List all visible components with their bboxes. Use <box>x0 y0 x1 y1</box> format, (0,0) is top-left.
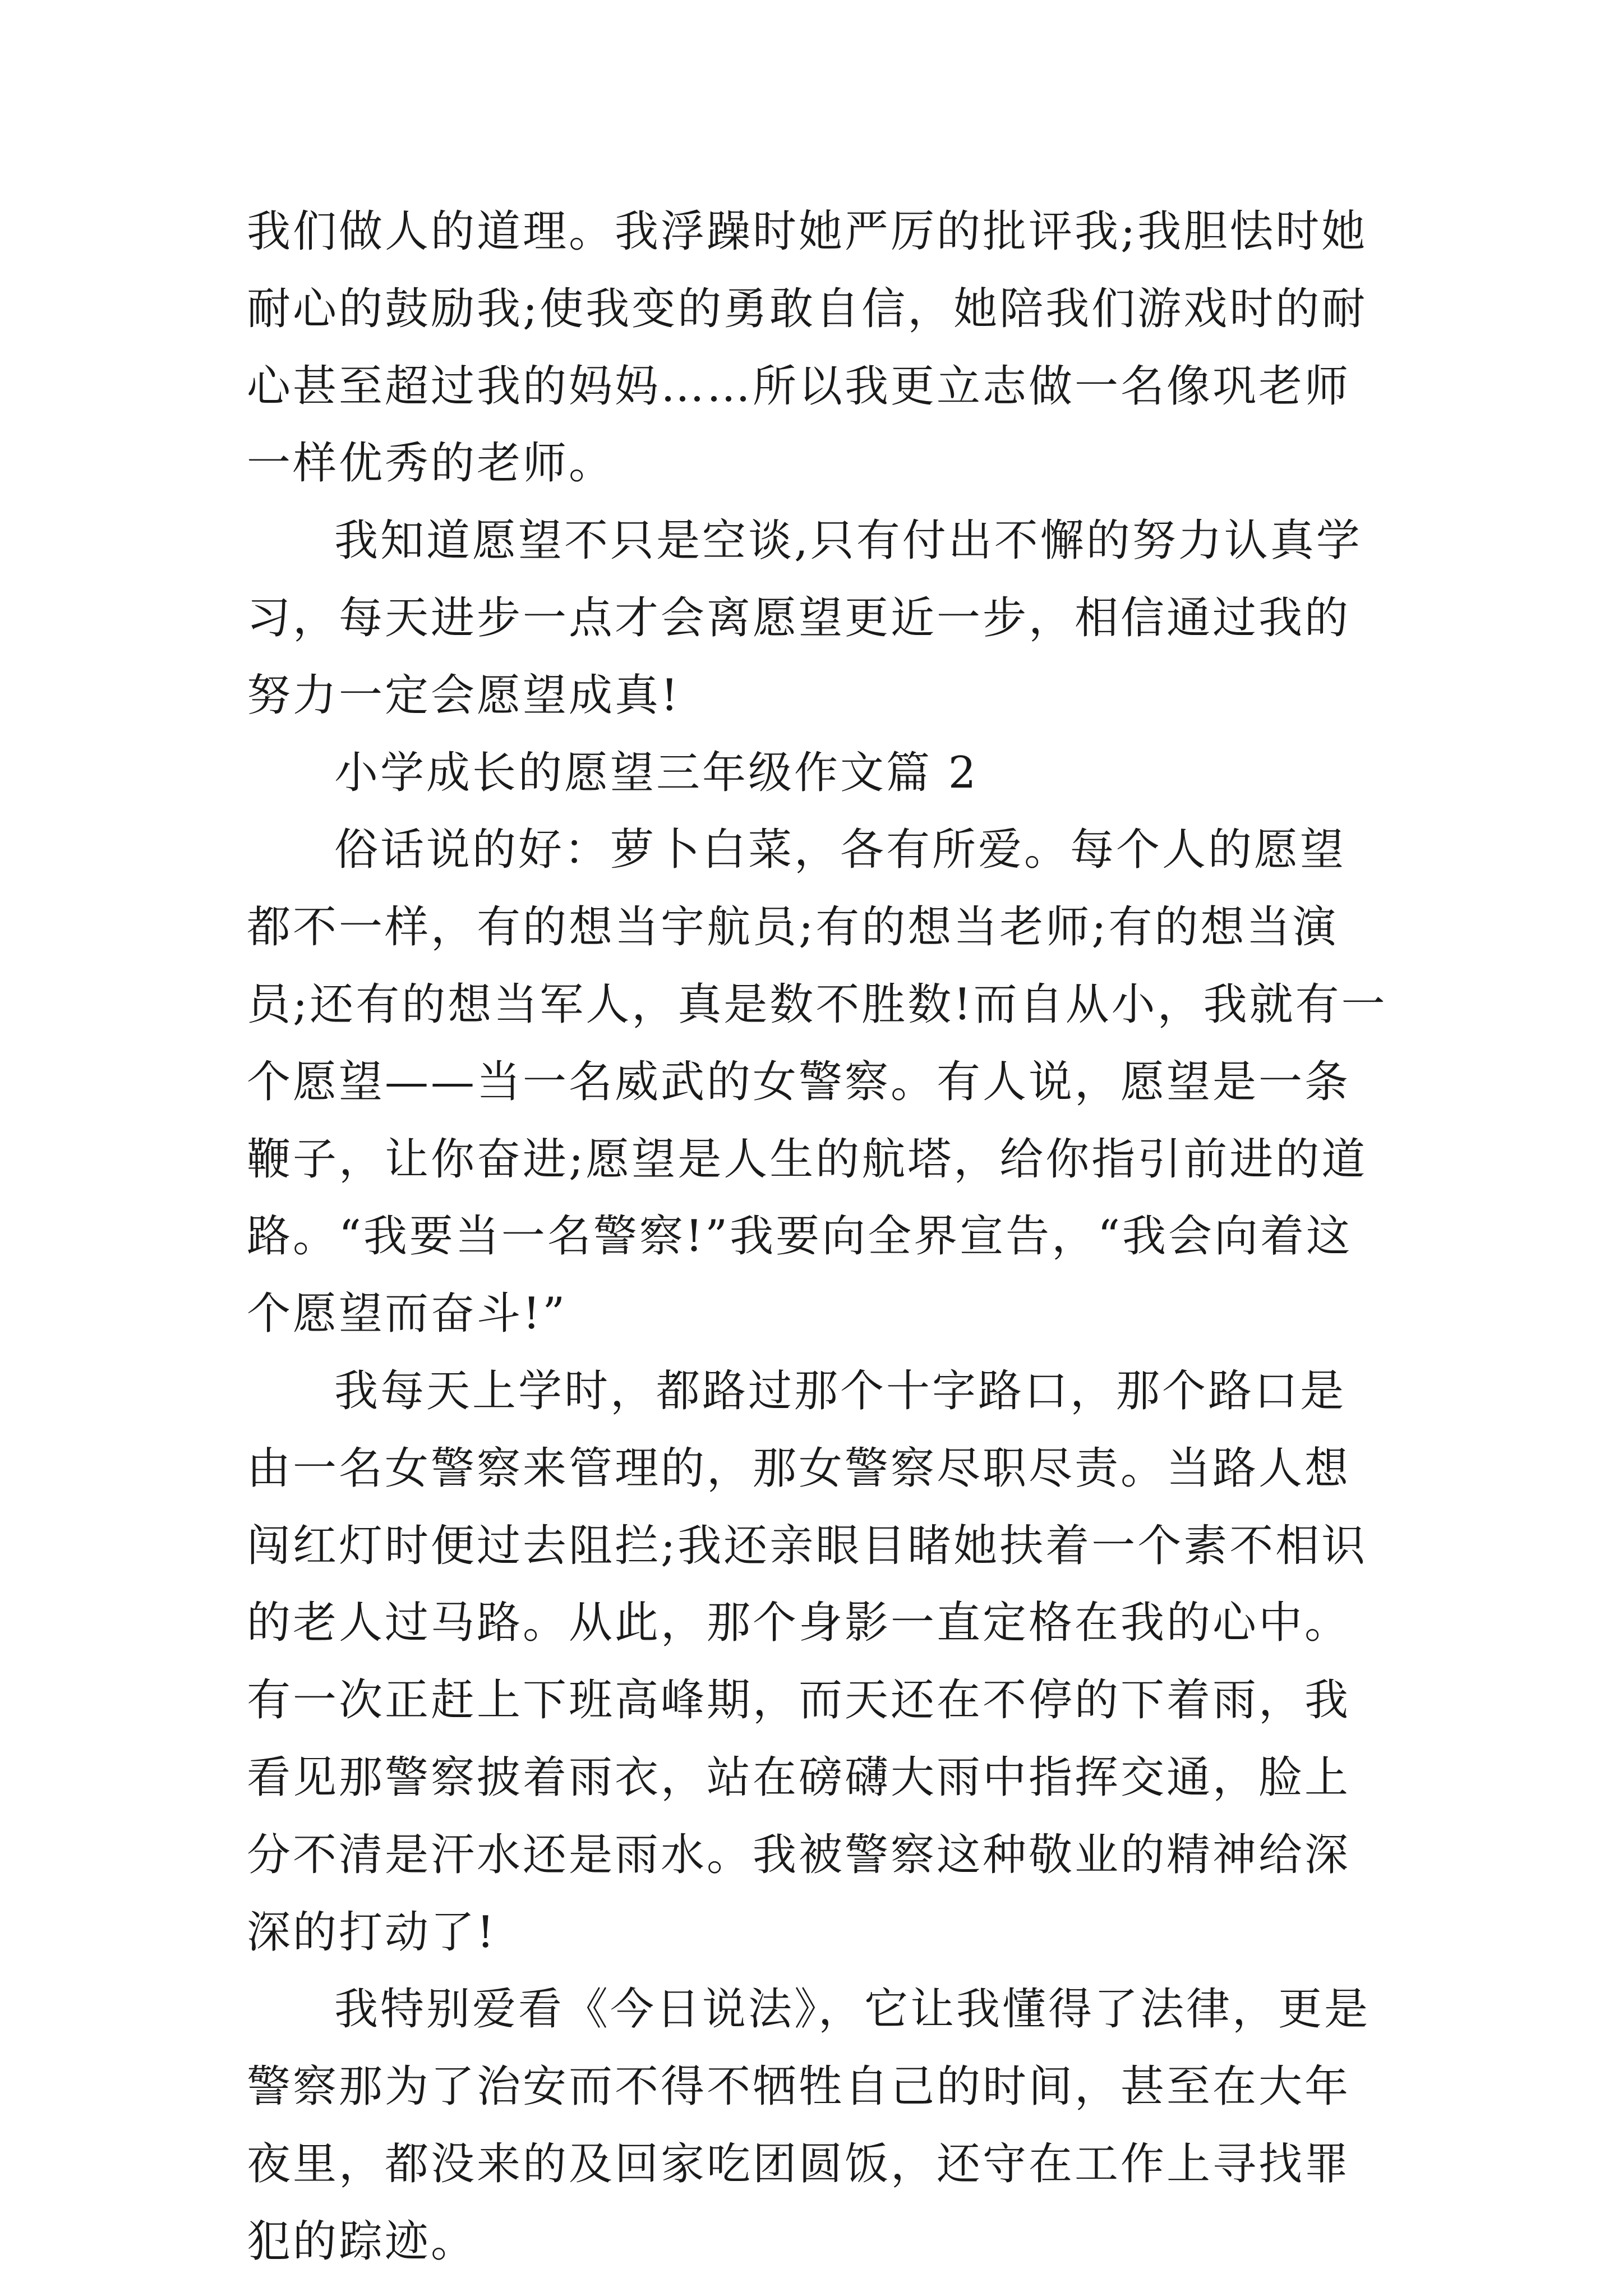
document-body <box>247 194 1391 2281</box>
paragraph-traffic-police: 我每天上学时，都路过那个十字路口，那个路口是由一名女警察来管理的，那女警察尽职尽责。当路人想闯红灯时便过去阻拦;我还亲眼目睹她扶着一个素不相识的老人过马路。从此，那个身影一直定格在我的心中。有一次正赶上下班高峰期，而天还在不停的下着雨，我看见那警察披着雨衣，站在磅礴大雨中指挥交通，脸上分不清是汗水还是雨水。我被警察这种敬业的精神给深深的打动了! <box>247 1365 1368 1958</box>
paragraph-continued: 我们做人的道理。我浮躁时她严厉的批评我;我胆怯时她耐心的鼓励我;使我变的勇敢自信，她陪我们游戏时的耐心甚至超过我的妈妈……所以我更立志做一名像巩老师一样优秀的老师。 <box>247 206 1368 489</box>
paragraph-police-wish: 俗话说的好：萝卜白菜，各有所爱。每个人的愿望都不一样，有的想当宇航员;有的想当老师;有的想当演员;还有的想当军人，真是数不胜数!而自从小，我就有一个愿望——当一名威武的女警察。有人说，愿望是一条鞭子，让你奋进;愿望是人生的航塔，给你指引前进的道路。“我要当一名警察!”我要向全界宣告，“我会向着这个愿望而奋斗!” <box>247 825 1387 1340</box>
paragraph-wish-effort: 我知道愿望不只是空谈,只有付出不懈的努力认真学习，每天进步一点才会离愿望更近一步，相信通过我的努力一定会愿望成真! <box>247 516 1362 721</box>
paragraph-law-show: 我特别爱看《今日说法》，它让我懂得了法律，更是警察那为了治安而不得不牺牲自己的时间，甚至在大年夜里，都没来的及回家吃团圆饭，还守在工作上寻找罪犯的踪迹。 <box>247 1984 1371 2267</box>
essay-heading: 小学成长的愿望三年级作文篇 2 <box>334 747 979 798</box>
